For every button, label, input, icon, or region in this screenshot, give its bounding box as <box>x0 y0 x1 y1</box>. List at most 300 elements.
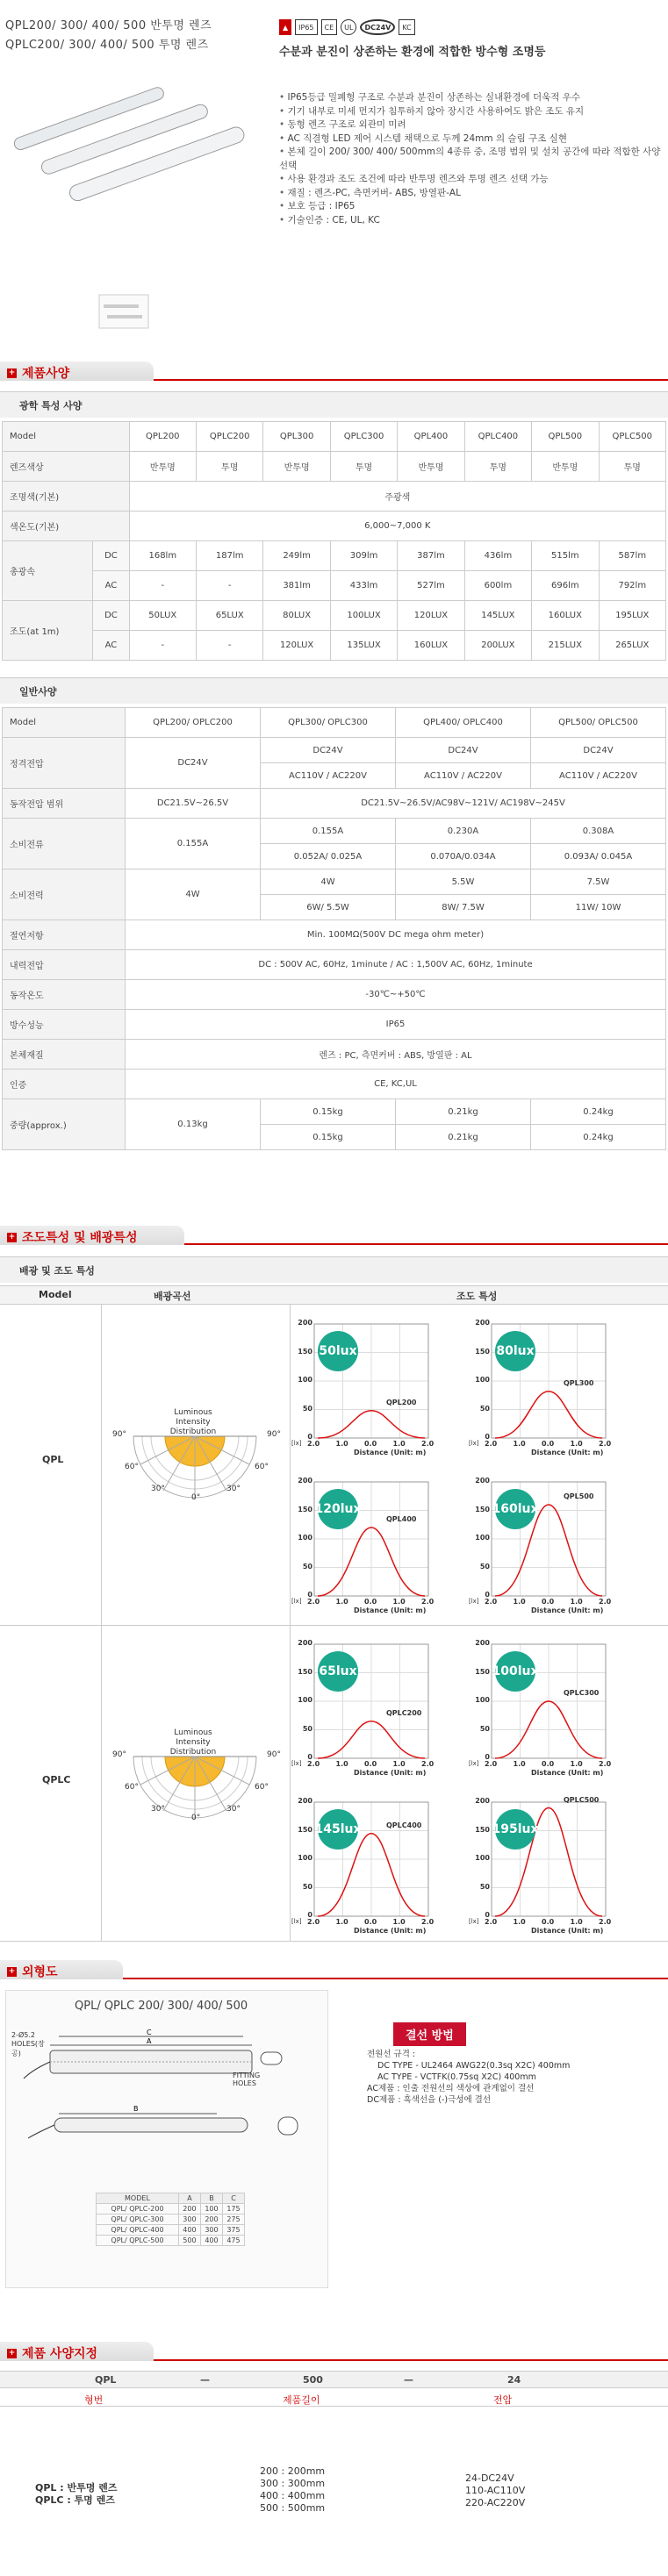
table-cell: 100LUX <box>330 601 397 631</box>
table-cell: 160LUX <box>398 631 464 661</box>
table-cell: 527lm <box>398 571 464 601</box>
table-cell: 0.21kg <box>396 1099 531 1125</box>
lux-curve <box>495 1701 602 1758</box>
table-cell: 175 <box>222 2204 244 2215</box>
y-tick: 50 <box>302 1404 312 1413</box>
table-cell: 0.21kg <box>396 1125 531 1150</box>
table-cell: 5.5W <box>396 869 531 895</box>
x-tick: 1.0 <box>570 1440 583 1448</box>
feature-item: • 보호 등급 : IP65 <box>279 200 665 214</box>
order-code-part: 24 <box>507 2374 521 2386</box>
x-tick: 1.0 <box>392 1760 406 1768</box>
table-cell: 195LUX <box>599 601 665 631</box>
wiring-line: AC TYPE - VCTFK(0.75sq X2C) 400mm <box>377 2072 536 2082</box>
y-tick: 0 <box>307 1433 312 1441</box>
order-code-part: QPL <box>95 2374 117 2386</box>
y-unit: [lx] <box>291 1598 302 1605</box>
chart-model: QPLC500 <box>564 1795 600 1804</box>
lid-chart <box>98 1748 291 1853</box>
table-cell: AC <box>93 631 129 661</box>
angle-label: 30° <box>151 1805 165 1814</box>
lid-title: Luminous Intensity Distribution <box>169 1728 217 1757</box>
table-cell: 4W <box>126 869 261 920</box>
lux-curve <box>318 1411 425 1438</box>
y-tick: 0 <box>485 1753 490 1761</box>
x-tick: 0.0 <box>542 1918 555 1926</box>
table-cell: 중량(approx.) <box>3 1099 126 1150</box>
order-code-part: 500 <box>303 2374 323 2386</box>
table-cell: 0.15kg <box>261 1125 396 1150</box>
y-tick: 200 <box>475 1477 490 1485</box>
col-model: Model <box>39 1289 72 1300</box>
y-unit: [lx] <box>291 1440 302 1447</box>
chart-model: QPLC300 <box>564 1689 600 1697</box>
dimension-table <box>96 2193 245 2246</box>
angle-label: 90° <box>112 1750 126 1759</box>
x-label: Distance (Unit: m) <box>354 1927 427 1935</box>
angle-label: 0° <box>191 1493 201 1502</box>
y-tick: 100 <box>475 1534 490 1542</box>
section-dim: + 외형도 <box>0 1960 668 1979</box>
x-tick: 0.0 <box>364 1918 377 1926</box>
wiring-line: DC제품 : 흑색선을 (-)극성에 결선 <box>367 2095 492 2105</box>
angle-label: 30° <box>226 1485 241 1493</box>
table-cell: QPL200 <box>129 422 196 452</box>
x-tick: 1.0 <box>335 1918 348 1926</box>
table-cell: 200 <box>200 2215 222 2225</box>
table-cell: Model <box>3 708 126 738</box>
kc-badge: KC <box>399 19 414 35</box>
feature-item: • 사용 환경과 조도 조건에 따라 반투명 렌즈와 투명 렌즈 선택 가능 <box>279 173 665 187</box>
illum-model: QPLC <box>42 1774 71 1785</box>
table-cell: QPLC400 <box>464 422 531 452</box>
wiring-line: AC제품 : 인출 전원선의 색상에 관계없이 결선 <box>367 2084 535 2093</box>
y-unit: [lx] <box>469 1760 479 1767</box>
order-volt: 110-AC110V <box>465 2485 526 2496</box>
ip65-badge: IP65 <box>295 19 317 35</box>
y-tick: 150 <box>298 1825 312 1834</box>
lux-badge: 80lux <box>495 1331 535 1371</box>
y-unit: [lx] <box>291 1918 302 1925</box>
feature-item: • 재질 : 렌즈-PC, 측면커버- ABS, 방열판-AL <box>279 187 665 201</box>
order-length: 500 : 500mm <box>260 2502 326 2514</box>
y-tick: 100 <box>475 1854 490 1862</box>
table-cell: 6,000~7,000 K <box>129 512 665 541</box>
y-tick: 50 <box>302 1724 312 1733</box>
x-tick: 2.0 <box>307 1760 320 1768</box>
table-cell: 반투명 <box>398 452 464 482</box>
x-tick: 1.0 <box>392 1440 406 1448</box>
feature-item: • AC 직결형 LED 제어 시스템 채택으로 두께 24mm 의 슬림 구조 실현 <box>279 132 665 147</box>
x-tick: 1.0 <box>335 1598 348 1606</box>
feature-item: • IP65등급 밀폐형 구조로 수분과 분진이 상존하는 실내환경에 더욱적 우수 <box>279 91 665 105</box>
table-cell: 반투명 <box>129 452 196 482</box>
x-tick: 1.0 <box>570 1598 583 1606</box>
table-cell: 475 <box>222 2236 244 2246</box>
table-cell: 0.155A <box>126 819 261 869</box>
y-tick: 50 <box>479 1724 490 1733</box>
y-tick: 100 <box>475 1376 490 1384</box>
dc24v-badge: DC24V <box>360 19 395 35</box>
order-type: QPLC : 투명 렌즈 <box>35 2494 115 2506</box>
x-tick: 0.0 <box>542 1440 555 1448</box>
table-cell: 주광색 <box>129 482 665 512</box>
order-length: 200 : 200mm <box>260 2465 326 2477</box>
lux-badge: 50lux <box>318 1331 358 1371</box>
lid-title: Luminous Intensity Distribution <box>169 1408 217 1436</box>
section-spec: + 제품사양 <box>0 361 668 381</box>
y-tick: 150 <box>475 1505 490 1513</box>
angle-label: 60° <box>255 1463 269 1471</box>
x-tick: 2.0 <box>307 1598 320 1606</box>
y-tick: 100 <box>475 1696 490 1704</box>
table-cell: 387lm <box>398 541 464 571</box>
table-cell: CE, KC,UL <box>126 1070 666 1099</box>
lux-badge: 145lux <box>318 1809 358 1850</box>
table-cell: 215LUX <box>532 631 599 661</box>
table-cell: 반투명 <box>532 452 599 482</box>
table-cell: 소비전류 <box>3 819 126 869</box>
table-cell: 515lm <box>532 541 599 571</box>
table-cell: 인증 <box>3 1070 126 1099</box>
table-cell: IP65 <box>126 1010 666 1040</box>
table-cell: 400 <box>200 2236 222 2246</box>
table-cell: 조명색(기본) <box>3 482 130 512</box>
table-cell: - <box>129 571 196 601</box>
table-cell: 총광속 <box>3 541 93 601</box>
wiring-notes <box>367 2049 570 2106</box>
product-title-1: QPL200/ 300/ 400/ 500 반투명 렌즈 <box>5 19 212 32</box>
table-cell: 8W/ 7.5W <box>396 895 531 920</box>
chart-model: QPL200 <box>386 1398 417 1406</box>
x-tick: 2.0 <box>485 1440 498 1448</box>
table-cell: DC : 500V AC, 60Hz, 1minute / AC : 1,500V AC, 60Hz, 1minute <box>126 950 666 980</box>
table-cell: DC <box>93 541 129 571</box>
y-tick: 100 <box>298 1534 312 1542</box>
table-cell: AC110V / AC220V <box>261 763 396 789</box>
order-volt: 24-DC24V <box>465 2472 514 2484</box>
chart-model: QPLC400 <box>386 1821 422 1829</box>
x-tick: 2.0 <box>421 1918 435 1926</box>
table-cell: 0.052A/ 0.025A <box>261 844 396 869</box>
table-cell: 0.13kg <box>126 1099 261 1150</box>
x-tick: 1.0 <box>392 1918 406 1926</box>
x-tick: 1.0 <box>335 1440 348 1448</box>
table-cell: QPLC300 <box>330 422 397 452</box>
table-cell: 792lm <box>599 571 665 601</box>
y-tick: 0 <box>485 1433 490 1441</box>
table-cell: 168lm <box>129 541 196 571</box>
optical-title: 광학 특성 사양 <box>19 400 83 411</box>
table-cell: 500 <box>178 2236 200 2246</box>
table-cell: 696lm <box>532 571 599 601</box>
x-tick: 1.0 <box>513 1918 526 1926</box>
x-tick: 0.0 <box>542 1598 555 1606</box>
table-cell: 소비전력 <box>3 869 126 920</box>
chart-model: QPLC200 <box>386 1708 422 1717</box>
order-head: 형번 <box>84 2394 104 2406</box>
table-cell: QPL200/ OPLC200 <box>126 708 261 738</box>
table-cell: 절연저항 <box>3 920 126 950</box>
table-cell: 436lm <box>464 541 531 571</box>
header-subtitle: 수분과 분진이 상존하는 환경에 적합한 방수형 조명등 <box>279 46 546 59</box>
table-cell: 187lm <box>196 541 262 571</box>
table-cell: 0.308A <box>531 819 666 844</box>
x-label: Distance (Unit: m) <box>531 1449 604 1456</box>
dim-holes: 2-Ø5.2 HOLES(장공) <box>11 2031 45 2057</box>
table-cell: DC24V <box>531 738 666 763</box>
y-tick: 50 <box>302 1562 312 1571</box>
y-tick: 200 <box>475 1639 490 1647</box>
y-tick: 150 <box>298 1505 312 1513</box>
feature-item: • 본체 길이 200/ 300/ 400/ 500mm의 4종류 중, 조명 범위 및 설치 공간에 따라 적합한 사양 선택 <box>279 146 665 173</box>
x-tick: 2.0 <box>599 1440 612 1448</box>
table-cell: 50LUX <box>129 601 196 631</box>
table-cell: 0.093A/ 0.045A <box>531 844 666 869</box>
x-tick: 0.0 <box>364 1598 377 1606</box>
table-cell: 동작전압 범위 <box>3 789 126 819</box>
table-cell: QPL/ QPLC-200 <box>97 2204 179 2215</box>
lux-curve <box>318 1528 425 1596</box>
lux-badge: 195lux <box>495 1809 535 1850</box>
ce-badge: CE <box>321 19 338 35</box>
col-dist: 배광곡선 <box>154 1291 191 1302</box>
order-head: 전압 <box>493 2394 513 2406</box>
x-tick: 2.0 <box>599 1598 612 1606</box>
table-cell: 145LUX <box>464 601 531 631</box>
order-length: 400 : 400mm <box>260 2490 326 2501</box>
ul-badge: UL <box>341 19 356 35</box>
lux-badge: 120lux <box>318 1489 358 1529</box>
y-tick: 0 <box>485 1591 490 1599</box>
y-tick: 100 <box>298 1376 312 1384</box>
x-tick: 2.0 <box>485 1760 498 1768</box>
x-label: Distance (Unit: m) <box>354 1449 427 1456</box>
optical-spec-table <box>2 421 666 661</box>
x-label: Distance (Unit: m) <box>531 1769 604 1777</box>
table-cell: AC110V / AC220V <box>396 763 531 789</box>
table-cell: AC <box>93 571 129 601</box>
feature-item: • 기술인증 : CE, UL, KC <box>279 214 665 228</box>
feature-item: • 동형 렌즈 구조로 외관미 미려 <box>279 118 665 132</box>
x-tick: 2.0 <box>421 1598 435 1606</box>
table-cell: 200LUX <box>464 631 531 661</box>
table-cell: -30℃~+50℃ <box>126 980 666 1010</box>
order-volt: 220-AC220V <box>465 2497 526 2508</box>
table-cell: - <box>196 631 262 661</box>
fire-icon: ▲ <box>279 19 291 35</box>
x-tick: 1.0 <box>335 1760 348 1768</box>
y-tick: 50 <box>479 1562 490 1571</box>
angle-label: 60° <box>125 1783 139 1792</box>
order-code-part: — <box>404 2374 413 2386</box>
angle-label: 60° <box>255 1783 269 1792</box>
wiring-line: 전원선 규격 : <box>367 2050 416 2059</box>
table-cell: 6W/ 5.5W <box>261 895 396 920</box>
table-cell: B <box>200 2193 222 2204</box>
table-cell: 0.15kg <box>261 1099 396 1125</box>
general-title: 일반사양 <box>19 686 57 698</box>
y-tick: 200 <box>475 1319 490 1327</box>
table-cell: 투명 <box>330 452 397 482</box>
table-cell: 내력전압 <box>3 950 126 980</box>
table-cell: DC <box>93 601 129 631</box>
table-cell: 투명 <box>599 452 665 482</box>
y-tick: 0 <box>307 1591 312 1599</box>
y-tick: 50 <box>479 1882 490 1891</box>
y-tick: 200 <box>298 1477 312 1485</box>
table-cell: 65LUX <box>196 601 262 631</box>
x-tick: 1.0 <box>513 1598 526 1606</box>
table-cell: 0.155A <box>261 819 396 844</box>
lux-curve <box>318 1721 425 1758</box>
y-tick: 150 <box>475 1347 490 1356</box>
table-cell: QPL/ QPLC-300 <box>97 2215 179 2225</box>
y-tick: 50 <box>479 1404 490 1413</box>
x-tick: 1.0 <box>570 1918 583 1926</box>
x-tick: 0.0 <box>364 1760 377 1768</box>
feature-item: • 기기 내부로 미세 먼지가 침투하지 않아 장시간 사용하여도 밝은 조도 유지 <box>279 105 665 119</box>
chart-model: QPL300 <box>564 1378 594 1387</box>
chart-model: QPL500 <box>564 1492 594 1500</box>
order-code-part: — <box>200 2374 210 2386</box>
table-cell: 160LUX <box>532 601 599 631</box>
y-tick: 150 <box>475 1825 490 1834</box>
table-cell: 587lm <box>599 541 665 571</box>
table-cell: 309lm <box>330 541 397 571</box>
table-cell: 렌즈색상 <box>3 452 130 482</box>
table-cell: 4W <box>261 869 396 895</box>
table-cell: 0.24kg <box>531 1125 666 1150</box>
table-cell: QPL/ QPLC-400 <box>97 2225 179 2236</box>
table-cell: 80LUX <box>263 601 330 631</box>
fitting-holes: FITTING HOLES <box>233 2072 261 2087</box>
table-cell: 동작온도 <box>3 980 126 1010</box>
y-tick: 0 <box>307 1911 312 1919</box>
table-cell: 275 <box>222 2215 244 2225</box>
product-title-2: QPLC200/ 300/ 400/ 500 투명 렌즈 <box>5 39 209 52</box>
order-type: QPL : 반투명 렌즈 <box>35 2482 118 2494</box>
x-tick: 2.0 <box>421 1760 435 1768</box>
table-cell: 7.5W <box>531 869 666 895</box>
svg-text:A: A <box>147 2037 152 2045</box>
y-tick: 0 <box>485 1911 490 1919</box>
table-cell: Model <box>3 422 130 452</box>
wiring-tab: 결선 방법 <box>393 2022 466 2046</box>
table-cell: QPL400/ OPLC400 <box>396 708 531 738</box>
x-tick: 1.0 <box>513 1760 526 1768</box>
table-cell: 300 <box>200 2225 222 2236</box>
x-tick: 2.0 <box>599 1760 612 1768</box>
table-cell: DC21.5V~26.5V <box>126 789 261 819</box>
dimension-drawing <box>5 1990 328 2288</box>
table-cell: QPLC500 <box>599 422 665 452</box>
col-lux: 조도 특성 <box>456 1291 498 1302</box>
table-cell: 렌즈 : PC, 측면커버 : ABS, 방열판 : AL <box>126 1040 666 1070</box>
y-tick: 200 <box>475 1797 490 1805</box>
table-cell: QPL500 <box>532 422 599 452</box>
table-cell: 135LUX <box>330 631 397 661</box>
table-cell: DC24V <box>126 738 261 789</box>
lux-badge: 100lux <box>495 1651 535 1692</box>
table-cell: - <box>196 571 262 601</box>
x-tick: 1.0 <box>392 1598 406 1606</box>
y-unit: [lx] <box>291 1760 302 1767</box>
x-tick: 2.0 <box>485 1598 498 1606</box>
y-tick: 50 <box>302 1882 312 1891</box>
x-tick: 1.0 <box>570 1760 583 1768</box>
table-cell: DC21.5V~26.5V/AC98V~121V/ AC198V~245V <box>261 789 666 819</box>
x-tick: 2.0 <box>307 1918 320 1926</box>
table-cell: QPL500/ OPLC500 <box>531 708 666 738</box>
svg-text:C: C <box>147 2029 152 2036</box>
table-cell: AC110V / AC220V <box>531 763 666 789</box>
y-tick: 150 <box>298 1347 312 1356</box>
table-cell: Min. 100MΩ(500V DC mega ohm meter) <box>126 920 666 950</box>
table-cell: 120LUX <box>263 631 330 661</box>
y-unit: [lx] <box>469 1918 479 1925</box>
y-tick: 200 <box>298 1319 312 1327</box>
lux-badge: 65lux <box>318 1651 358 1692</box>
illum-title: 배광 및 조도 특성 <box>19 1265 95 1277</box>
table-cell: 200 <box>178 2204 200 2215</box>
section-illum: + 조도특성 및 배광특성 <box>0 1226 668 1245</box>
table-cell: QPL300/ OPLC300 <box>261 708 396 738</box>
table-cell: 반투명 <box>263 452 330 482</box>
dim-title: QPL/ QPLC 200/ 300/ 400/ 500 <box>75 2000 248 2013</box>
x-label: Distance (Unit: m) <box>354 1606 427 1614</box>
angle-label: 60° <box>125 1463 139 1471</box>
table-cell: 정격전압 <box>3 738 126 789</box>
table-cell: 투명 <box>464 452 531 482</box>
angle-label: 90° <box>112 1430 126 1439</box>
table-cell: DC24V <box>261 738 396 763</box>
section-order: + 제품 사양지정 <box>0 2342 668 2361</box>
table-cell: 0.24kg <box>531 1099 666 1125</box>
x-tick: 0.0 <box>364 1440 377 1448</box>
table-cell: 조도(at 1m) <box>3 601 93 661</box>
angle-label: 30° <box>226 1805 241 1814</box>
table-cell: 300 <box>178 2215 200 2225</box>
table-cell: 381lm <box>263 571 330 601</box>
lid-chart <box>98 1428 291 1533</box>
table-cell: 11W/ 10W <box>531 895 666 920</box>
table-cell: 본체재질 <box>3 1040 126 1070</box>
table-cell: QPL/ QPLC-500 <box>97 2236 179 2246</box>
x-tick: 2.0 <box>599 1918 612 1926</box>
x-tick: 2.0 <box>421 1440 435 1448</box>
table-cell: 100 <box>200 2204 222 2215</box>
angle-label: 90° <box>267 1750 281 1759</box>
order-head: 제품길이 <box>283 2394 320 2406</box>
table-cell: 400 <box>178 2225 200 2236</box>
x-tick: 2.0 <box>485 1918 498 1926</box>
x-label: Distance (Unit: m) <box>531 1606 604 1614</box>
table-cell: 249lm <box>263 541 330 571</box>
y-tick: 100 <box>298 1696 312 1704</box>
y-tick: 150 <box>298 1667 312 1676</box>
table-cell: 투명 <box>196 452 262 482</box>
cert-icons <box>279 19 415 35</box>
table-cell: 방수성능 <box>3 1010 126 1040</box>
angle-label: 90° <box>267 1430 281 1439</box>
table-cell: 0.230A <box>396 819 531 844</box>
y-tick: 200 <box>298 1797 312 1805</box>
feature-list <box>279 91 665 227</box>
table-cell: 색온도(기본) <box>3 512 130 541</box>
y-tick: 0 <box>307 1753 312 1761</box>
x-tick: 2.0 <box>307 1440 320 1448</box>
